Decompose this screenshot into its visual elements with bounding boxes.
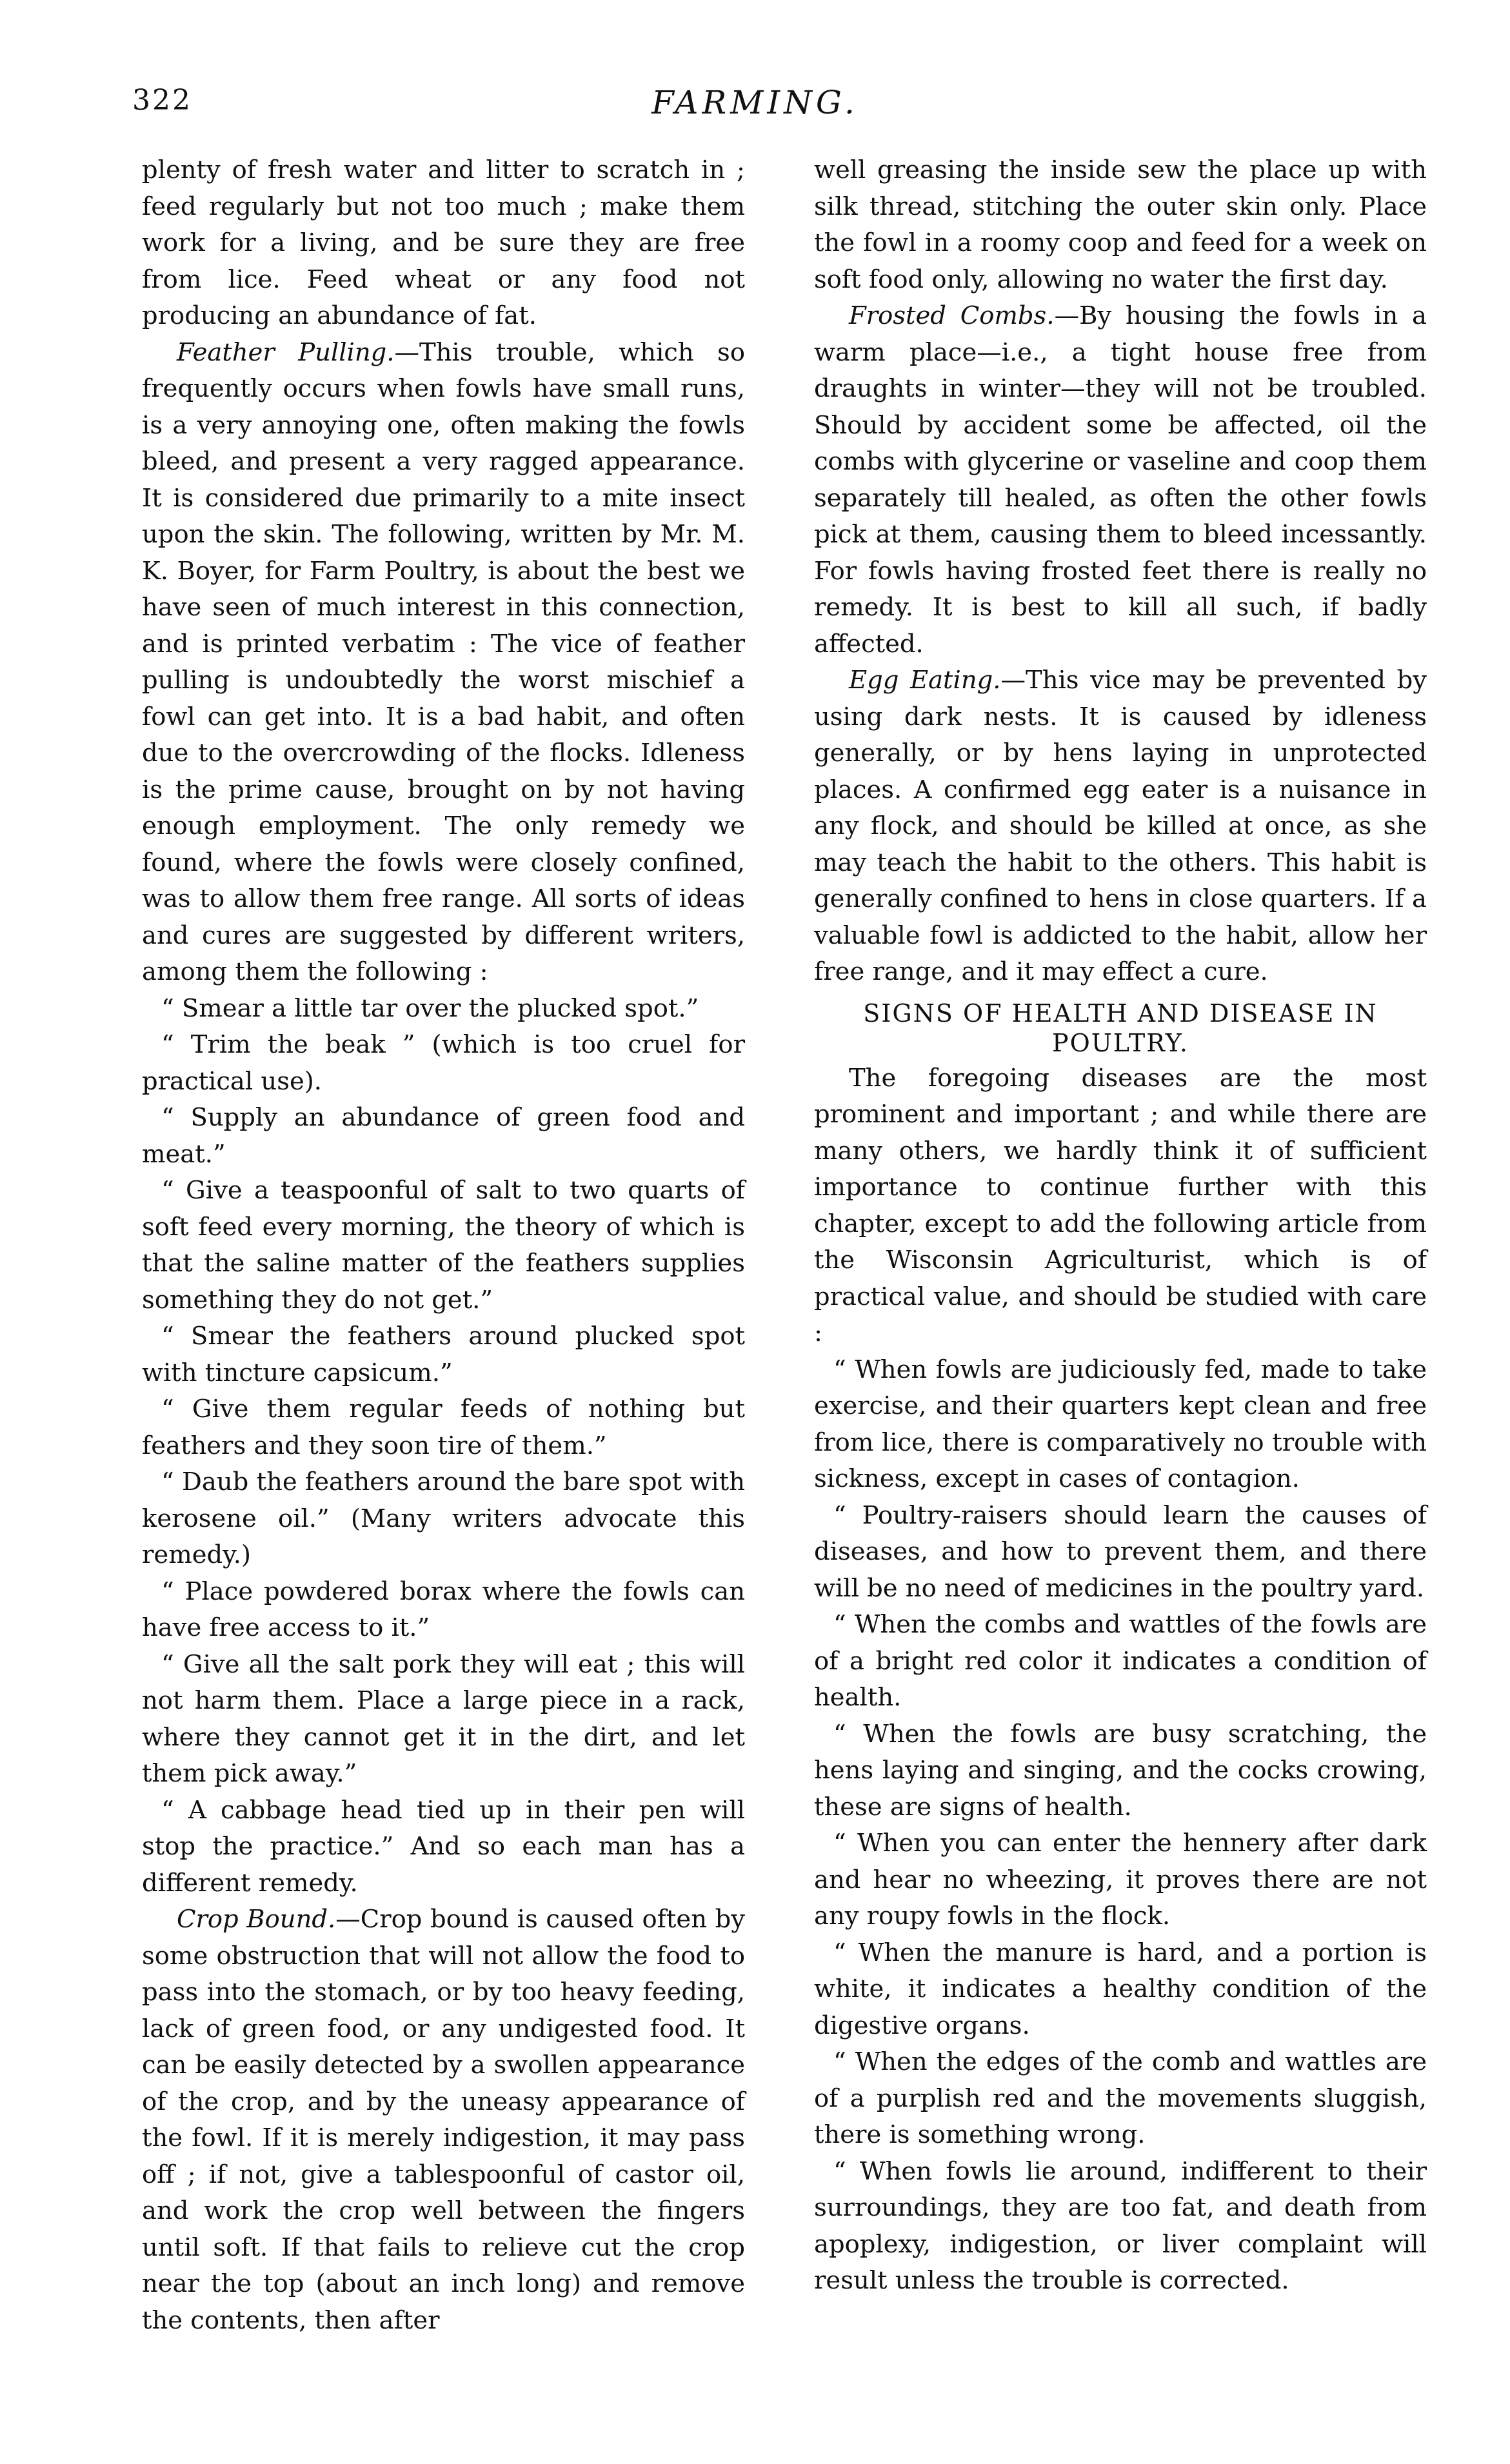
quote-paragraph: “ Give all the salt pork they will eat ; this will not harm them. Place a large piece in a rack, where they cannot get it in the dirt, and let them pick away.” [142,1649,745,1788]
run-in-heading: Crop Bound. [177,1905,336,1934]
running-title: FARMING. [651,84,859,121]
quote-paragraph: “ When the edges of the comb and wattles are of a purplish red and the movements sluggish, there is something wrong. [814,2047,1427,2149]
quote-paragraph: “ Daub the feathers around the bare spot with kerosene oil.” (Many writers advocate this remedy.) [142,1467,745,1569]
quote-paragraph: “ Give them regular feeds of nothing but feathers and they soon tire of them.” [142,1395,745,1460]
quote-paragraph: “ Supply an abundance of green food and meat.” [142,1103,745,1169]
egg-eating-paragraph [814,662,1427,991]
left-column [142,152,745,2339]
page-header [0,84,1510,135]
paragraph-text: —Crop bound is caused often by some obstruction that will not allow the food to pass into the stomach, or by too heavy feeding, lack of green food, or any undigested food. It can be easily detected by a swollen appearance of the crop, and by the uneasy appearance of the fowl. If it is merely indigestion, it may pass off ; if not, give a tablespoonful of castor oil, and work the crop well between the fingers until soft. If that fails to relieve cut the crop near the top (about an inch long) and remove the contents, then after [142,1905,745,2335]
section-heading [814,999,1427,1058]
right-column [814,152,1427,2300]
section-heading-line: SIGNS OF HEALTH AND DISEASE IN [863,999,1378,1028]
quote-paragraph: “ Give a teaspoonful of salt to two quarts of soft feed every morning, the theory of which is that the saline matter of the feathers supplies something they do not get.” [142,1176,745,1315]
quote-paragraph: “ When the combs and wattles of the fowls are of a bright red color it indicates a condition of health. [814,1610,1427,1712]
frosted-combs-paragraph [814,298,1427,662]
quote-paragraph: “ Smear the feathers around plucked spot with tincture capsicum.” [142,1322,745,1387]
crop-bound-paragraph [142,1902,745,2339]
quote-paragraph: “ When the manure is hard, and a portion is white, it indicates a healthy condition of the digestive organs. [814,1938,1427,2040]
paragraph-text: —This vice may be prevented by using dark nests. It is caused by idleness generally, or by hens laying in unprotected places. A confirmed egg eater is a nuisance in any flock, and should be killed at once, as she may teach the habit to the others. This habit is generally confined to hens in close quarters. If a valuable fowl is addicted to the habit, allow her free range, and it may effect a cure. [814,666,1427,986]
section-heading-line: POULTRY. [1052,1028,1189,1057]
quote-paragraph: “ When fowls lie around, indifferent to their surroundings, they are too fat, and death from apoplexy, indigestion, or liver complaint will result unless the trouble is corrected. [814,2156,1427,2295]
paragraph: plenty of fresh water and litter to scratch in ; feed regularly but not too much ; make them work for a living, and be sure they are free from lice. Feed wheat or any food not producing an abundance of fat. [142,155,745,330]
quote-paragraph: “ When fowls are judiciously fed, made to take exercise, and their quarters kept clean and free from lice, there is comparatively no trouble with sickness, except in cases of contagion. [814,1355,1427,1493]
paragraph: The foregoing diseases are the most prominent and important ; and while there are many others, we hardly think it of sufficient importance to continue further with this chapter, except to add the following article from the Wisconsin Agriculturist, which is of practical value, and should be studied with care : [814,1063,1427,1347]
feather-pulling-paragraph [142,335,745,991]
quote-paragraph: “ When the fowls are busy scratching, the hens laying and singing, and the cocks crowing, these are signs of health. [814,1719,1427,1822]
quote-paragraph: “ Smear a little tar over the plucked spot.” [161,993,699,1023]
quote-paragraph: “ Trim the beak ” (which is too cruel for practical use). [142,1030,745,1096]
run-in-heading: Egg Eating. [849,666,1001,695]
paragraph-text: —By housing the fowls in a warm place—i.e., a tight house free from draughts in winter—they will not be troubled. Should by accident some be affected, oil the combs with glycerine or vaseline and coop them separately till healed, as often the other fowls pick at them, causing them to bleed incessantly. For fowls having frosted feet there is really no remedy. It is best to kill all such, if badly affected. [814,301,1427,659]
quote-paragraph: “ Poultry-raisers should learn the causes of diseases, and how to prevent them, and there will be no need of medicines in the poultry yard. [814,1500,1427,1603]
quote-paragraph: “ A cabbage head tied up in their pen will stop the practice.” And so each man has a different remedy. [142,1795,745,1898]
quote-paragraph: “ When you can enter the hennery after dark and hear no wheezing, it proves there are not any roupy fowls in the flock. [814,1829,1427,1931]
run-in-heading: Frosted Combs. [849,301,1055,330]
paragraph: well greasing the inside sew the place up with silk thread, stitching the outer skin only. Place the fowl in a roomy coop and feed for a week on soft food only, allowing no water the first day. [814,155,1427,294]
page-number: 322 [132,84,192,117]
paragraph-text: —This trouble, which so frequently occurs when fowls have small runs, is a very annoying one, often making the fowls bleed, and present a very ragged appearance. It is considered due primarily to a mite insect upon the skin. The following, written by Mr. M. K. Boyer, for Farm Poultry, is about the best we have seen of much interest in this connection, and is printed verbatim : The vice of feather pulling is undoubtedly the worst mischief a fowl can get into. It is a bad habit, and often due to the overcrowding of the flocks. Idleness is the prime cause, brought on by not having enough employment. The only remedy we found, where the fowls were closely confined, was to allow them free range. All sorts of ideas and cures are suggested by different writers, among them the following : [142,337,745,986]
run-in-heading: Feather Pulling. [177,337,395,367]
quote-paragraph: “ Place powdered borax where the fowls can have free access to it.” [142,1576,745,1642]
